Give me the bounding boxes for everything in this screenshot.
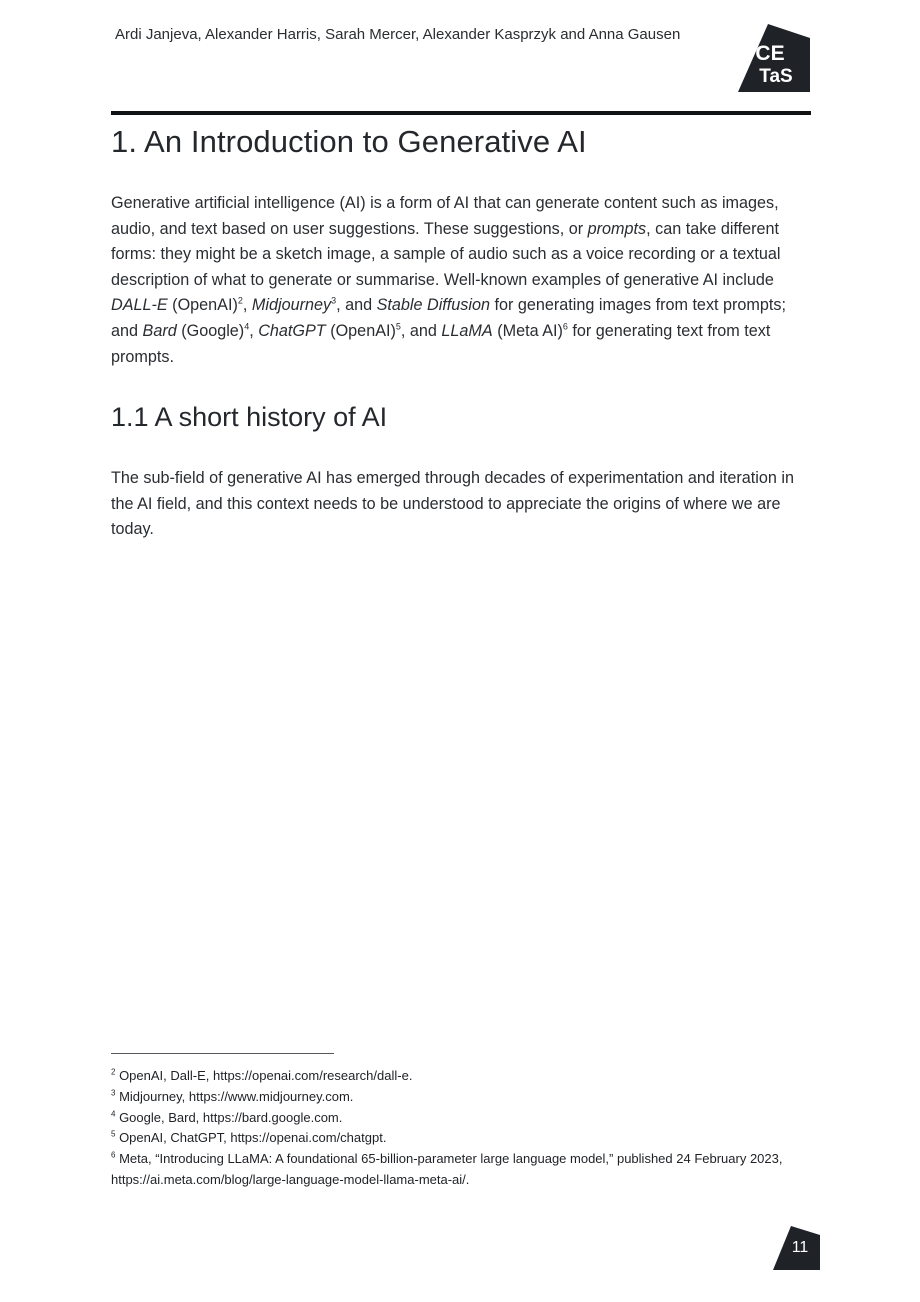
term-prompts: prompts [587,219,647,238]
cetas-logo [738,24,810,94]
section-title: 1. An Introduction to Generative AI [111,124,587,159]
footnotes [111,1066,816,1191]
footnote-ref-5[interactable]: 5 [395,321,401,332]
footnote-ref-6[interactable]: 6 [562,321,568,332]
footnote-6: $^6$ Meta, “Introducing LLaMA: A foundational 65-billion-parameter large language model,” published 24 February 2023, https://ai.meta.com/blog/large-language-model-llama-meta-ai/. [111,1150,783,1187]
term-dalle: DALL-E [111,296,168,315]
footnote-2: $^2$ OpenAI, Dall-E, https://openai.com/research/dall-e. [111,1067,413,1083]
term-llama: LLaMA [441,321,493,340]
term-midjourney: Midjourney [251,296,332,315]
term-stable-diffusion: Stable Diffusion [376,296,490,315]
logo-line1: CE [755,42,785,65]
history-paragraph: The sub-field of generative AI has emerged through decades of experimentation and iteration in the AI field, and this context needs to be understood to appreciate the origins of where we are today. [111,469,795,539]
intro-paragraph: Generative artificial intelligence (AI) is a form of AI that can generate content such as images, audio, and text based on user suggestions. These suggestions, or prompts, can take different forms: they might be a sketch image, a sample of audio such as a voice recording or a textual description of what to generate or summarise. Well-known examples of generative AI include DALL-E (OpenAI)$^2$, Midjourney$^3$, and Stable Diffusion for generating images from text prompts; and Bard (Google)$^4$, ChatGPT (OpenAI)$^5$, and LLaMA (Meta AI)$^6$ for generating text from text prompts. [111,194,786,366]
page-number-badge [773,1226,820,1270]
footnote-ref-2[interactable]: 2 [237,295,243,306]
subsection-title: 1.1 A short history of AI [111,402,388,432]
term-chatgpt: ChatGPT [258,321,326,340]
footnote-ref-4[interactable]: 4 [244,321,250,332]
page-number: 11 [791,1239,809,1256]
footnote-4: $^4$ Google, Bard, https://bard.google.com. [111,1109,343,1125]
footnote-3: $^3$ Midjourney, https://www.midjourney.com. [111,1088,354,1104]
header-rule [111,111,811,115]
footnote-5: $^5$ OpenAI, ChatGPT, https://openai.com/chatgpt. [111,1130,387,1146]
header-authors: Ardi Janjeva, Alexander Harris, Sarah Mercer, Alexander Kasprzyk and Anna Gausen [115,26,681,43]
footnote-ref-3[interactable]: 3 [331,295,337,306]
footnote-divider [111,1053,334,1054]
term-bard: Bard [142,321,177,340]
logo-line2: TaS [759,66,793,87]
